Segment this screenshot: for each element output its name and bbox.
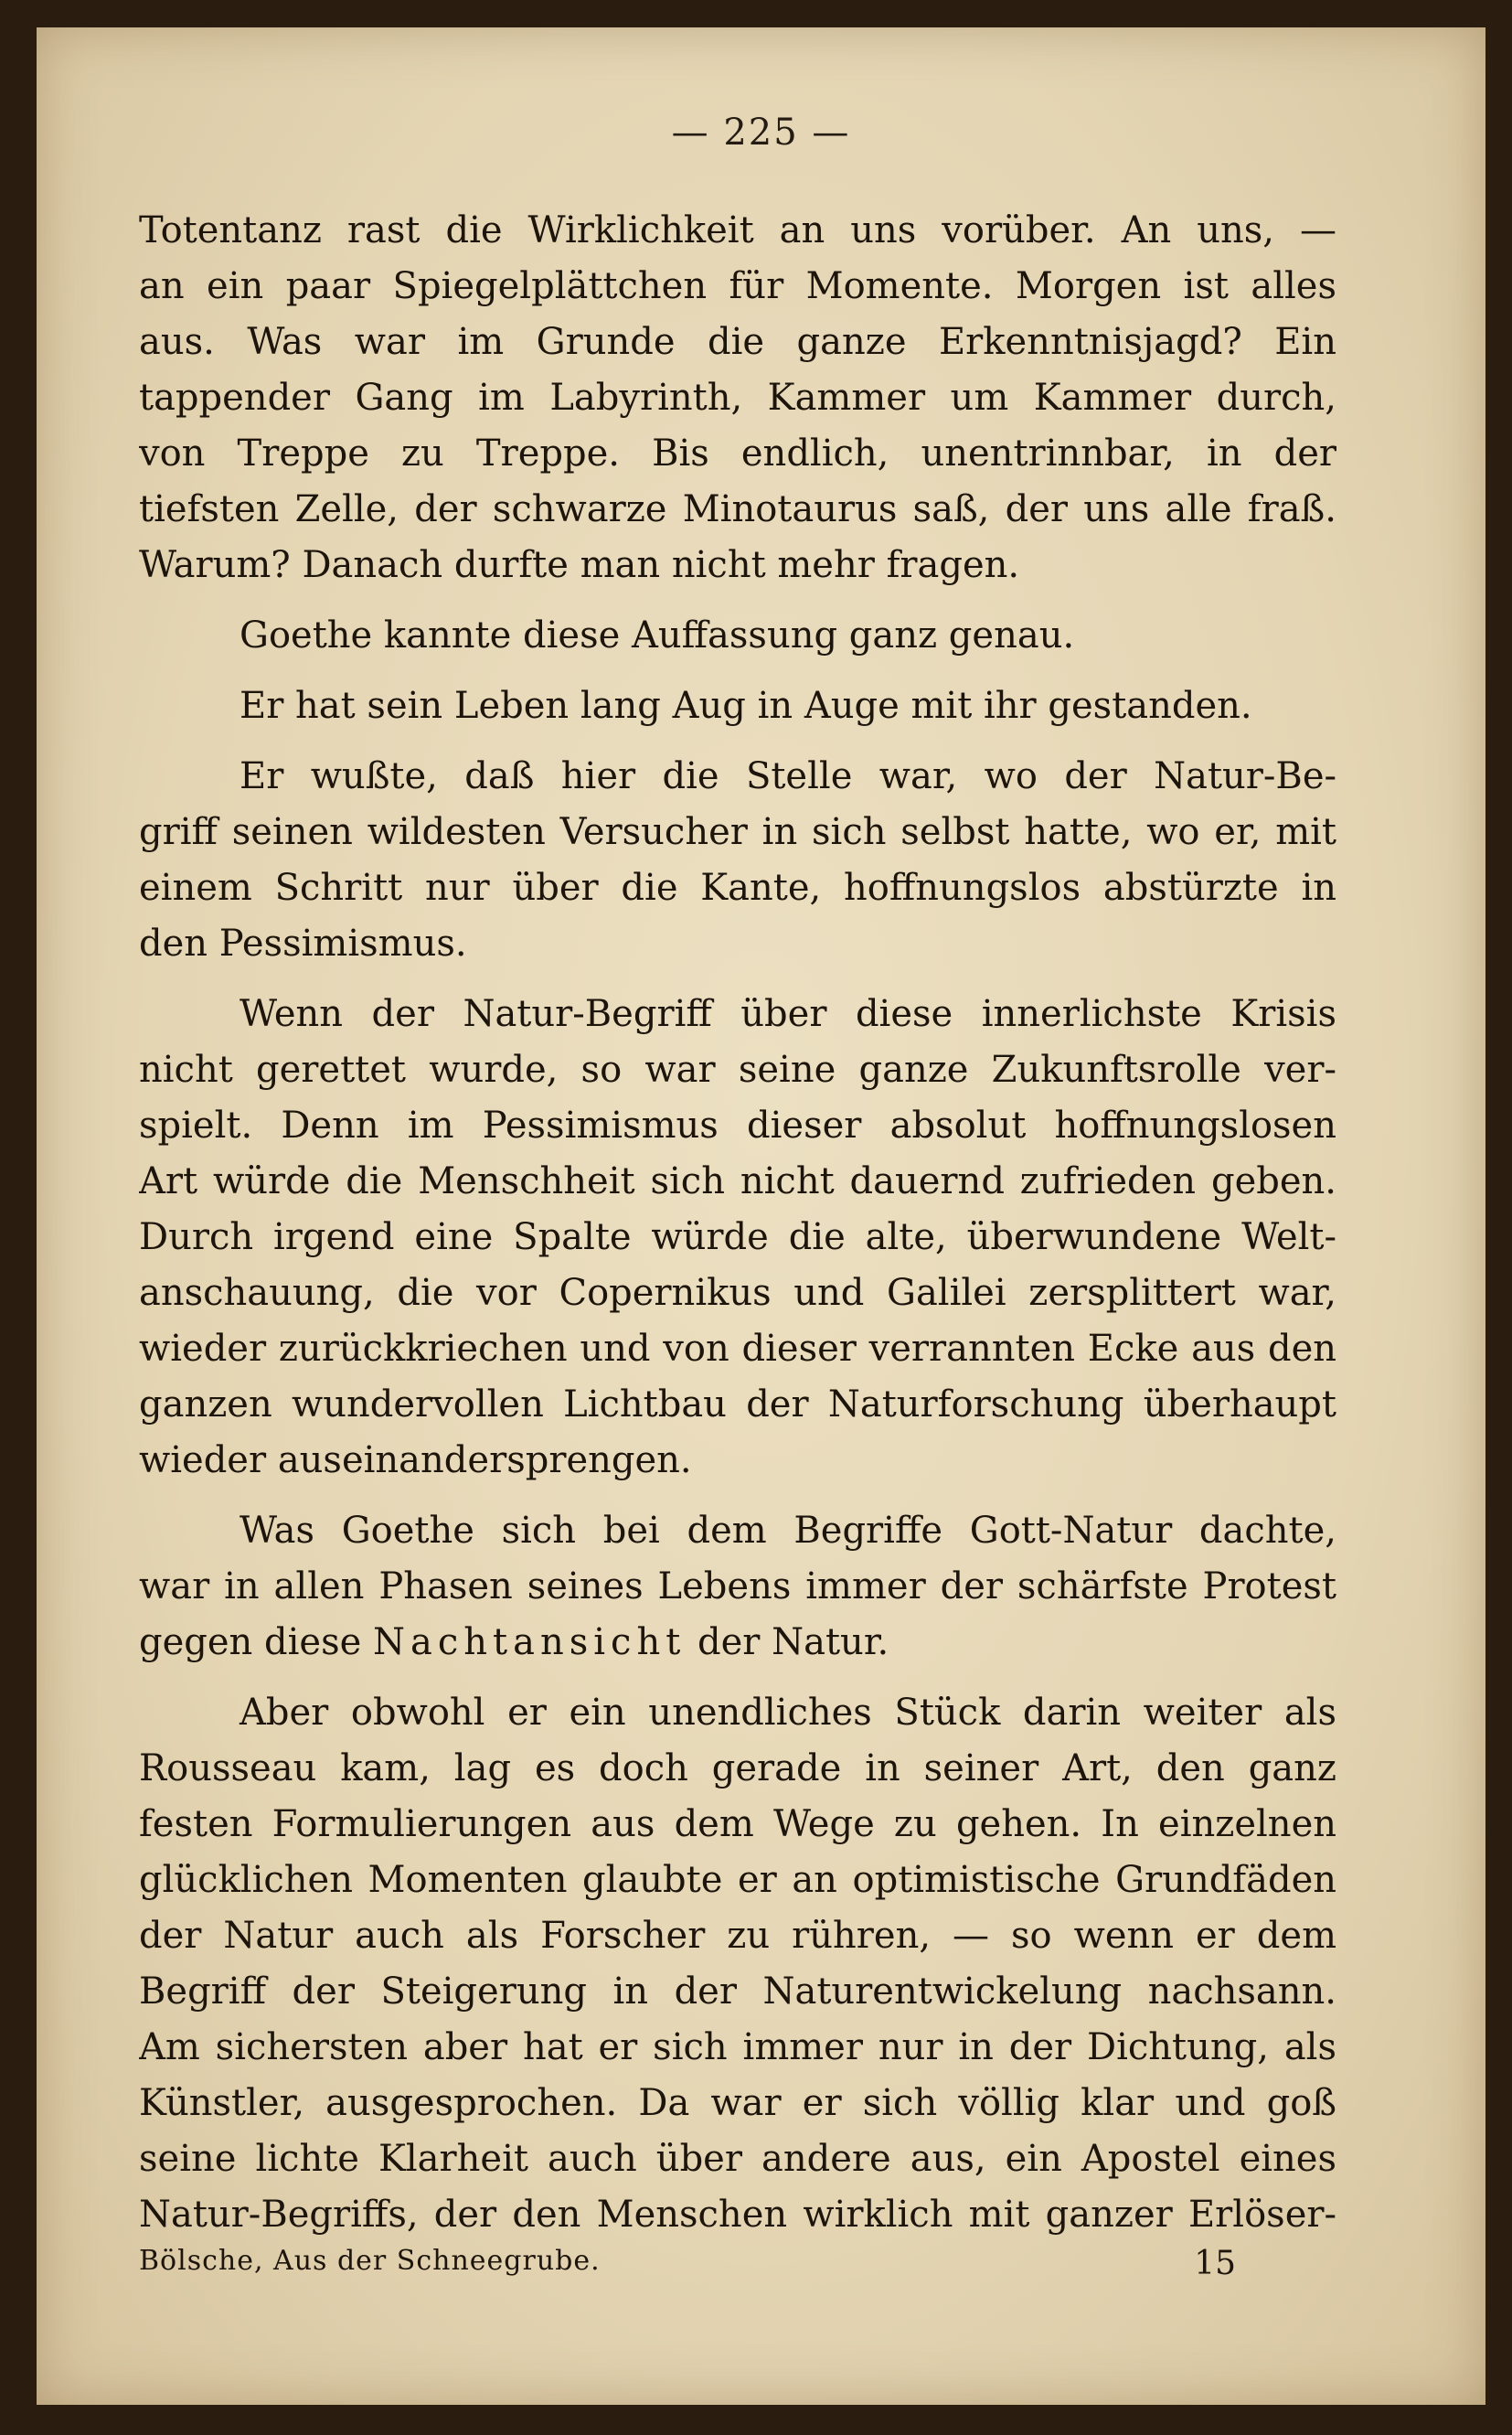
text-line: [139, 1615, 1336, 1671]
text-line: tappender Gang im Labyrinth, Kammer um Kammer durch,: [139, 377, 1336, 419]
paragraph: [139, 203, 1336, 593]
text-line: Rousseau kam, lag es doch gerade in seiner Art, den ganz: [139, 1747, 1336, 1789]
text-line: Durch irgend eine Spalte würde die alte, überwundene Welt-: [139, 1216, 1336, 1258]
text-fragment: der Natur.: [697, 1621, 889, 1663]
text-line: seine lichte Klarheit auch über andere aus, ein Apostel eines: [139, 2138, 1336, 2180]
book-page: [37, 27, 1485, 2405]
text-line: festen Formulierungen aus dem Wege zu gehen. In einzelnen: [139, 1803, 1336, 1845]
text-line: Warum? Danach durfte man nicht mehr fragen.: [139, 544, 1020, 586]
text-line: spielt. Denn im Pessimismus dieser absolut hoffnungslosen: [139, 1105, 1336, 1147]
paragraph: [139, 608, 1336, 664]
text-line: Künstler, ausgesprochen. Da war er sich völlig klar und goß: [139, 2082, 1336, 2124]
text-line: nicht gerettet wurde, so war seine ganze Zukunftsrolle ver-: [139, 1049, 1336, 1091]
text-line: tiefsten Zelle, der schwarze Minotaurus saß, der uns alle fraß.: [139, 488, 1336, 530]
paragraph: [139, 1685, 1336, 2243]
text-line: anschauung, die vor Copernikus und Galilei zersplittert war,: [139, 1272, 1336, 1314]
text-line: wieder auseinandersprengen.: [139, 1439, 692, 1481]
sheet-number: 15: [1194, 2245, 1236, 2282]
text-line: wieder zurückkriechen und von dieser verrannten Ecke aus den: [139, 1328, 1336, 1370]
text-line: von Treppe zu Treppe. Bis endlich, unentrinnbar, in der: [139, 433, 1336, 475]
text-line: der Natur auch als Forscher zu rühren, — so wenn er dem: [139, 1915, 1336, 1957]
text-line: war in allen Phasen seines Lebens immer der schärfste Protest: [139, 1565, 1336, 1607]
paragraph: [139, 678, 1336, 734]
text-line: aus. Was war im Grunde die ganze Erkenntnisjagd? Ein: [139, 321, 1336, 363]
page-number: — 225 —: [671, 112, 851, 154]
body-text: [139, 203, 1336, 2243]
text-line: griff seinen wildesten Versucher in sich selbst hatte, wo er, mit: [139, 811, 1336, 853]
text-line: Am sichersten aber hat er sich immer nur in der Dichtung, als: [139, 2026, 1336, 2068]
text-line: Wenn der Natur-Begriff über diese innerlichste Krisis: [240, 993, 1336, 1035]
text-line: Totentanz rast die Wirklichkeit an uns vorüber. An uns, —: [139, 209, 1336, 251]
text-line: Goethe kannte diese Auffassung ganz genau.: [240, 614, 1075, 657]
footer-signature: Bölsche, Aus der Schneegrube.: [139, 2245, 601, 2277]
text-line: glücklichen Momenten glaubte er an optimistische Grundfäden: [139, 1859, 1336, 1901]
text-line: Was Goethe sich bei dem Begriffe Gott-Natur dachte,: [240, 1510, 1336, 1552]
text-line: Art würde die Menschheit sich nicht dauernd zufrieden geben.: [139, 1160, 1336, 1202]
text-fragment: gegen diese: [139, 1621, 362, 1663]
text-line: Begriff der Steigerung in der Naturentwickelung nachsann.: [139, 1970, 1336, 2013]
text-line: an ein paar Spiegelplättchen für Momente. Morgen ist alles: [139, 265, 1336, 307]
text-line: den Pessimismus.: [139, 923, 467, 965]
text-line: Er hat sein Leben lang Aug in Auge mit ihr gestanden.: [240, 685, 1252, 727]
text-line: Natur-Begriffs, der den Menschen wirklich mit ganzer Erlöser-: [139, 2194, 1336, 2236]
paragraph: [139, 1503, 1336, 1671]
paragraph: [139, 987, 1336, 1489]
paragraph: [139, 749, 1336, 972]
text-line: Aber obwohl er ein unendliches Stück darin weiter als: [240, 1692, 1336, 1734]
text-line: einem Schritt nur über die Kante, hoffnungslos abstürzte in: [139, 867, 1336, 909]
text-line: Er wußte, daß hier die Stelle war, wo der Natur-Be-: [240, 755, 1336, 797]
text-line: ganzen wundervollen Lichtbau der Naturforschung überhaupt: [139, 1383, 1336, 1426]
spaced-emphasis: Nachtansicht: [373, 1621, 687, 1663]
